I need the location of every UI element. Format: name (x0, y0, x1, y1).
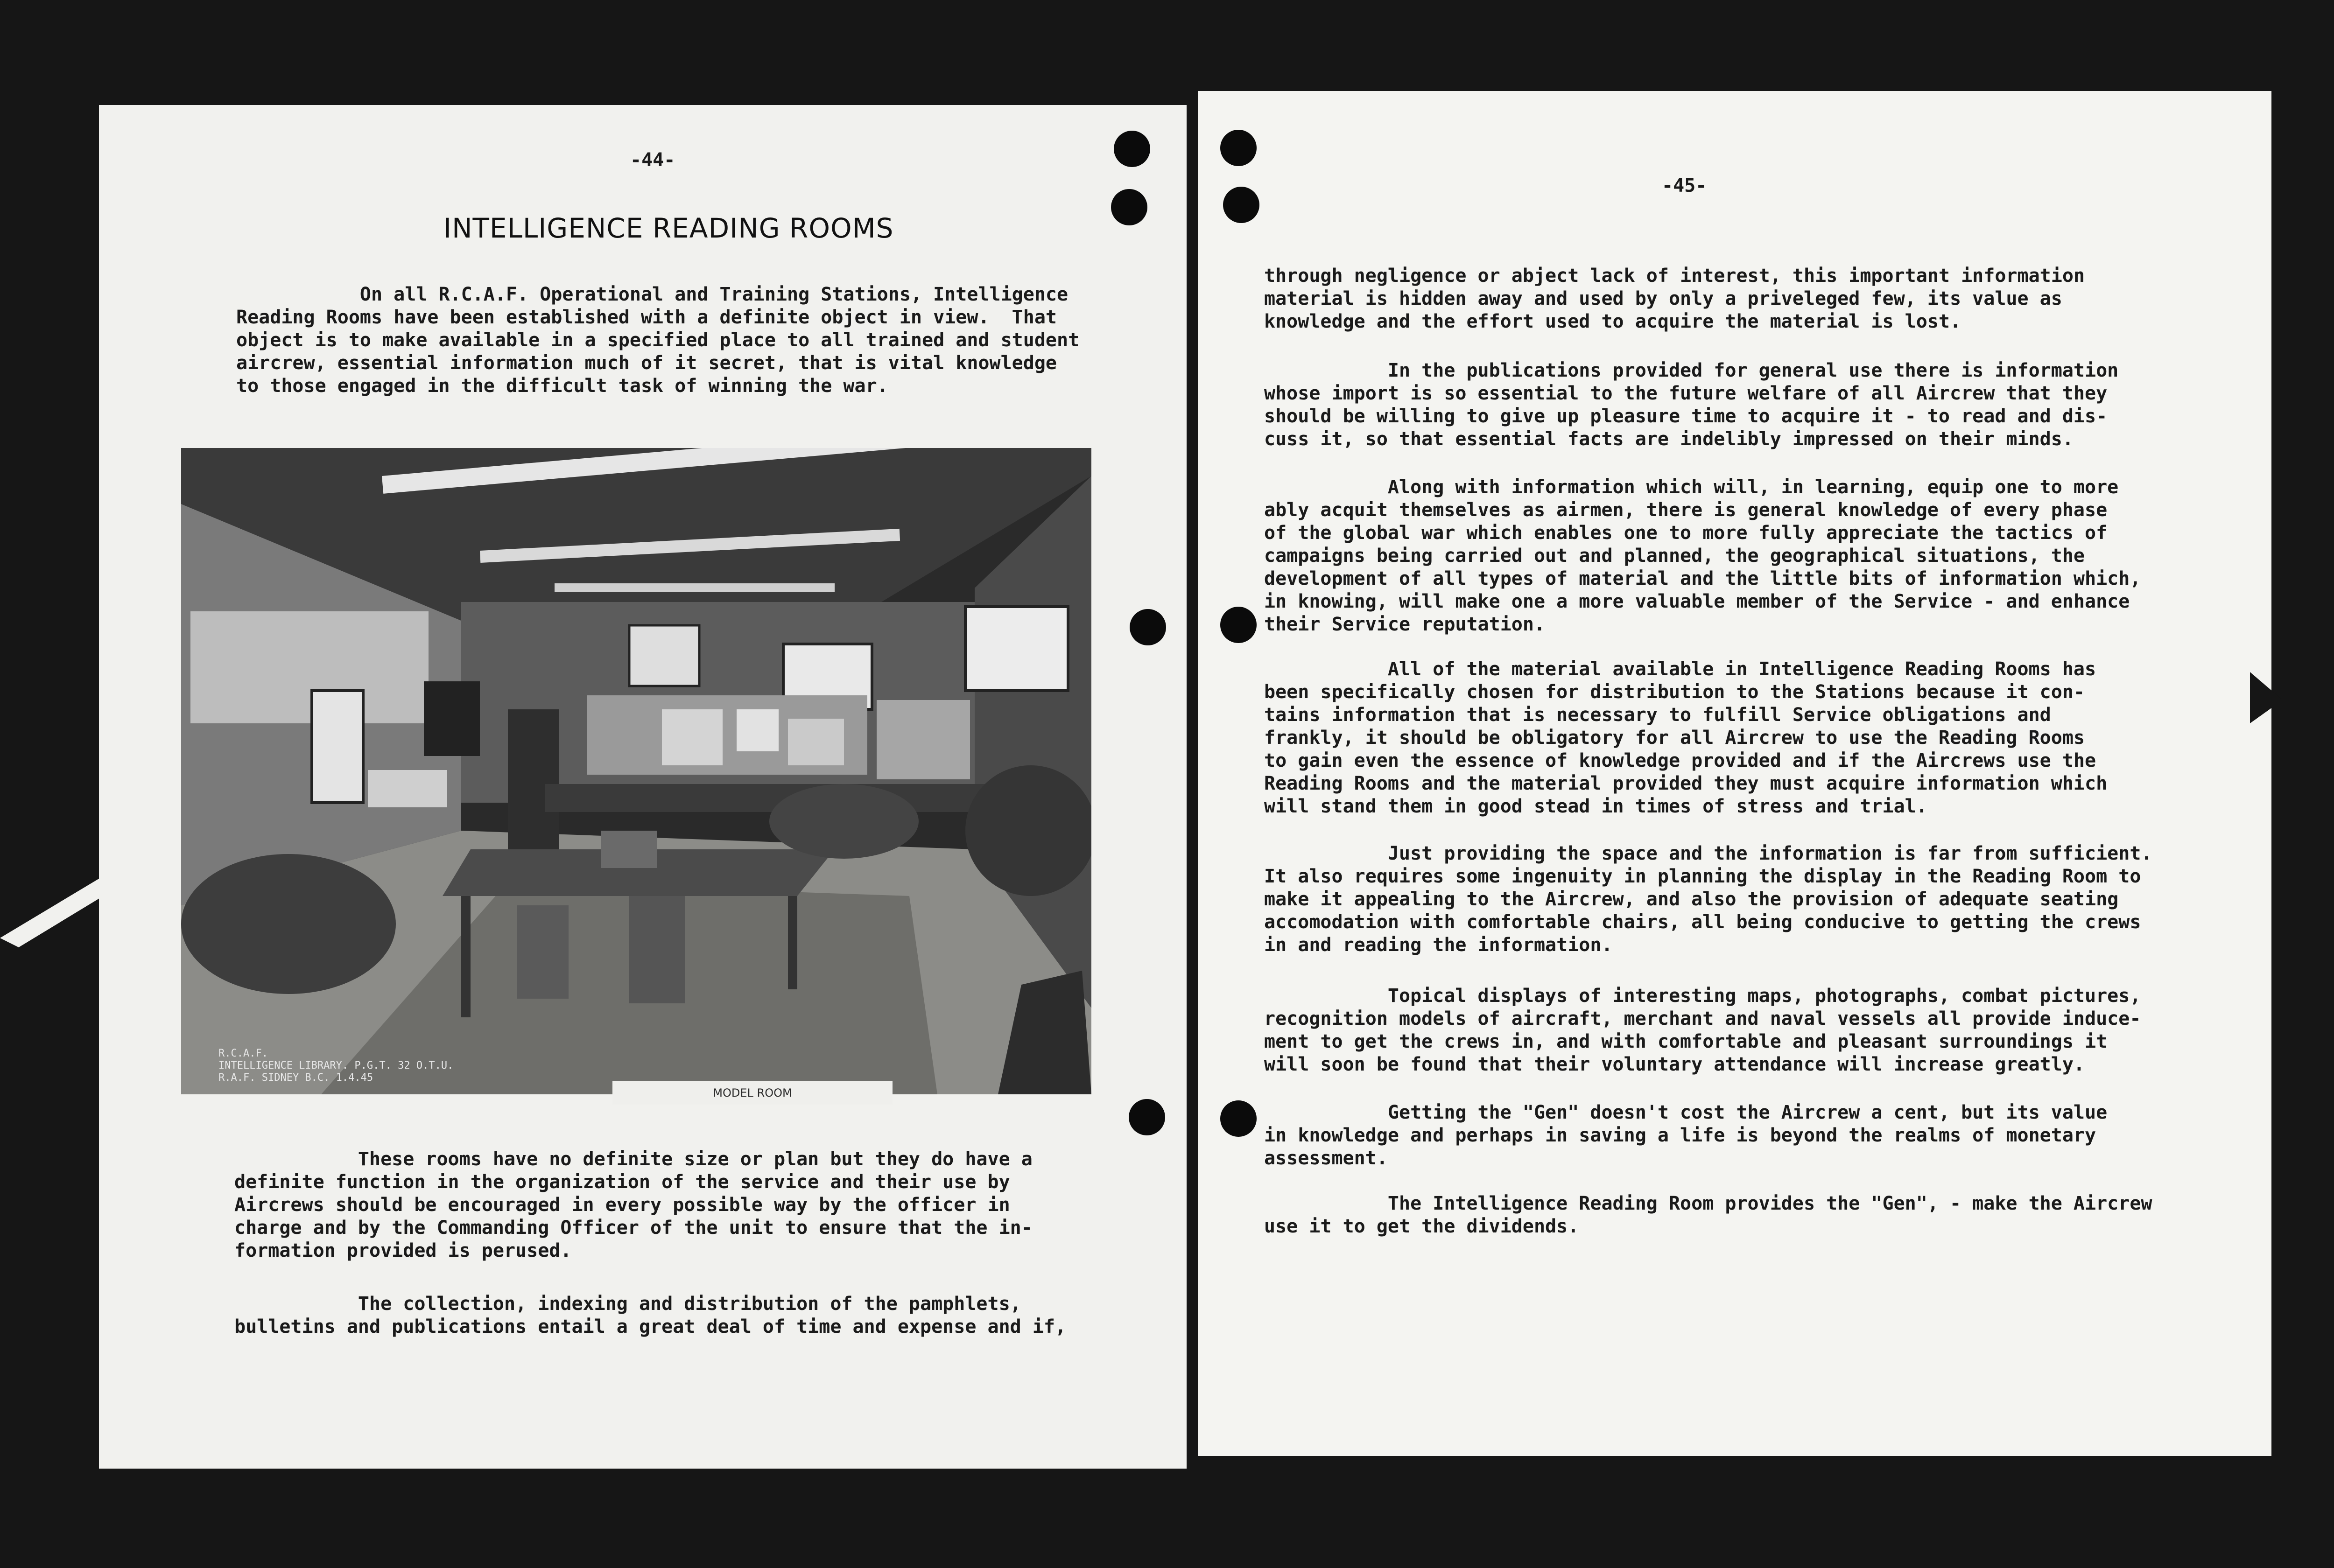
punch-hole (1220, 607, 1257, 643)
page-title: INTELLIGENCE READING ROOMS (443, 212, 894, 244)
punch-hole (1111, 189, 1147, 225)
page-number: -44- (630, 149, 675, 171)
punch-hole (1220, 1100, 1257, 1137)
paragraph-5: Just providing the space and the information is far from sufficient. It also requires some ingenuity in planning the display in the Reading Room to make it appealing to the Aircrew, and also the provision of adequate seating accomodation with comfortable chairs, all being conducive to getting the crews in and reading the information. (1264, 843, 2152, 956)
paragraph-2: In the publications provided for general use there is information whose import is so essential to the future welfare of all Aircrew that they should be willing to give up pleasure time to acquire it - to read and dis- cuss it, so that essential facts are indelibly impressed on their minds. (1264, 360, 2119, 450)
paragraph-8: The Intelligence Reading Room provides the "Gen", - make the Aircrew use it to get the dividends. (1264, 1193, 2152, 1237)
film-marker-left (0, 840, 154, 947)
paragraph-6: Topical displays of interesting maps, photographs, combat pictures, recognition models of aircraft, merchant and naval vessels all provide induce- ment to get the crews in, and with comfortable and pleasant surroundings it will soon be found that their voluntary attendance will increase greatly. (1264, 985, 2141, 1075)
photo-label: MODEL ROOM (612, 1081, 893, 1105)
intro-paragraph: On all R.C.A.F. Operational and Training Stations, Intelligence Reading Rooms have been established with a definite object in view. That object is to make available in a specified place to all trained and student aircrew, essential information much of it secret, that is vital knowledge to those engaged in the difficult task of winning the war. (236, 284, 1080, 397)
punch-hole (1130, 609, 1166, 645)
right-page (1198, 91, 2271, 1456)
collection-paragraph: The collection, indexing and distribution of the pamphlets, bulletins and publications entail a great deal of time and expense and if, (234, 1293, 1067, 1337)
paragraph-7: Getting the "Gen" doesn't cost the Aircrew a cent, but its value in knowledge and perhaps in saving a life is beyond the realms of monetary assessment. (1264, 1102, 2108, 1169)
punch-hole (1129, 1099, 1165, 1135)
paragraph-3: Along with information which will, in learning, equip one to more ably acquit themselves as airmen, there is general knowledge of every phase of the global war which enables one to more fully appreciate the tactics of campaigns being carried out and planned, the geographical situations, the development of all types of material and the little bits of information which, in knowing, will make one a more valuable member of the Service - and enhance their Service reputation. (1264, 476, 2141, 635)
punch-hole (1220, 130, 1257, 166)
punch-hole (1114, 131, 1150, 167)
paragraph-1: through negligence or abject lack of interest, this important information material is hidden away and used by only a priveleged few, its value as knowledge and the effort used to acquire the material is lost. (1264, 265, 2085, 332)
left-page (99, 105, 1187, 1469)
page-number: -45- (1662, 175, 1707, 196)
rooms-paragraph: These rooms have no definite size or plan but they do have a definite function in the organization of the service and their use by Aircrews should be encouraged in every possible way by the officer in charge and by the Commanding Officer of the unit to ensure that the in- formation provided is perused. (234, 1148, 1033, 1261)
paragraph-4: All of the material available in Intelligence Reading Rooms has been specifically chosen for distribution to the Stations because it con- tains information that is necessary to fulfill Service obligations and frankly, it should be obligatory for all Aircrew to use the Reading Rooms to gain even the essence of knowledge provided and if the Aircrews use the Reading Rooms and the material provided they must acquire information which will stand them in good stead in times of stress and trial. (1264, 658, 2108, 817)
photo-caption: R.C.A.F. INTELLIGENCE LIBRARY. P.G.T. 32 O.T.U. R.A.F. SIDNEY B.C. 1.4.45 (218, 1048, 454, 1084)
reading-room-photo (181, 448, 1091, 1094)
film-marker-right (2241, 663, 2334, 728)
punch-hole (1223, 187, 1259, 223)
